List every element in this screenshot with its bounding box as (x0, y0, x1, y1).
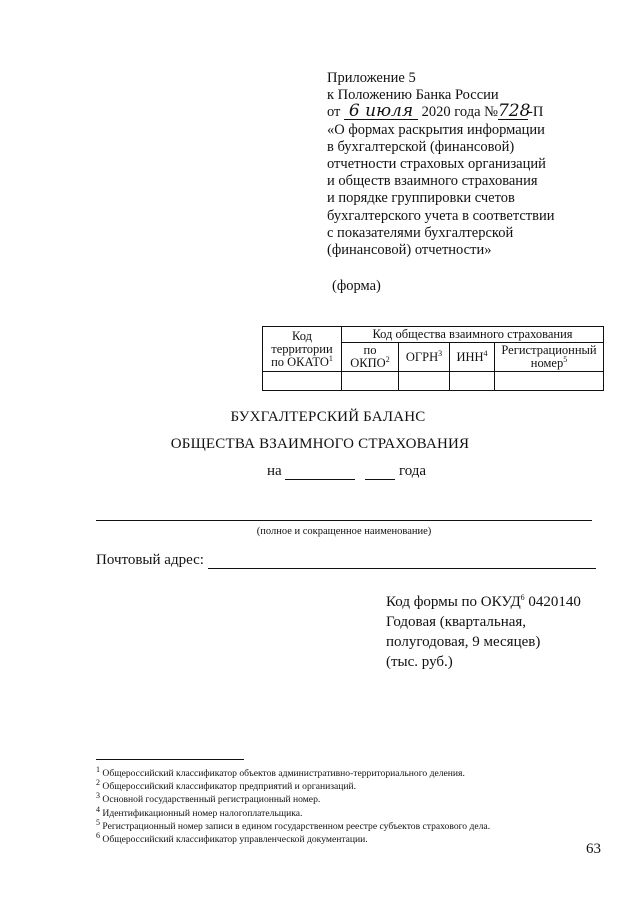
date-handwritten-field (344, 101, 418, 122)
footnote-item: $^1$ Общероссийский классификатор объектов административно-территориального деления. (96, 764, 465, 779)
footnote-item: $^3$ Основной государственный регистрационный номер. (96, 791, 321, 806)
appendix-date-line (327, 101, 607, 122)
date-prefix: от (327, 104, 341, 121)
number-handwritten-field (497, 101, 531, 122)
appendix-line2: к Положению Банка России (327, 87, 499, 104)
inn-header: ИНН$^4$ (450, 343, 495, 372)
appendix-line1: Приложение 5 (327, 70, 416, 86)
organization-name-field[interactable] (96, 520, 592, 521)
number-handwritten: 728 (497, 101, 531, 122)
okato-cell[interactable] (263, 372, 342, 391)
footnote-separator (96, 759, 244, 760)
form-code-block (386, 592, 581, 672)
reg-number-cell[interactable] (495, 372, 604, 391)
form-code-line2: Годовая (квартальная, (386, 614, 527, 630)
title-line2: ОБЩЕСТВА ВЗАИМНОГО СТРАХОВАНИЯ (170, 436, 470, 452)
society-code-header: Код общества взаимного страхования (342, 327, 604, 343)
appendix-line-9: с показателями бухгалтерской (327, 224, 514, 241)
okpo-header: по ОКПО$^2$ (342, 343, 399, 372)
appendix-line-4: в бухгалтерской (финансовой) (327, 138, 515, 155)
okpo-cell[interactable] (342, 372, 399, 391)
footnotes (96, 764, 596, 846)
appendix-line-10: (финансовой) отчетности» (327, 242, 492, 259)
date-year-text: 2020 года № (421, 104, 498, 121)
appendix-line-5: отчетности страховых организаций (327, 156, 546, 173)
form-code-line4: (тыс. руб.) (386, 654, 453, 670)
ogrn-cell[interactable] (399, 372, 450, 391)
date-handwritten: 6 июля (348, 101, 414, 122)
footnote-item: $^5$ Регистрационный номер записи в едином государственном реестре субъектов страхового дела. (96, 817, 491, 832)
postal-label: Почтовый адрес: (96, 552, 204, 568)
appendix-line-6: и обществ взаимного страхования (327, 173, 538, 190)
on-word: на (267, 463, 282, 479)
date-field[interactable] (285, 467, 355, 480)
appendix-line-7: и порядке группировки счетов (327, 190, 515, 207)
title-line1: БУХГАЛТЕРСКИЙ БАЛАНС (230, 409, 426, 425)
page-number: 63 (586, 841, 601, 857)
inn-cell[interactable] (450, 372, 495, 391)
postal-address-field[interactable] (208, 555, 596, 569)
codes-table (262, 326, 604, 391)
appendix-header (327, 70, 607, 259)
number-suffix: -П (527, 104, 544, 121)
footnote-item: $^4$ Идентификационный номер налогоплательщика. (96, 804, 303, 819)
appendix-line-8: бухгалтерского учета в соответствии (327, 207, 555, 224)
form-code-line1: Код формы по ОКУД$^6$ 0420140 (386, 593, 581, 610)
ogrn-header: ОГРН$^3$ (399, 343, 450, 372)
report-date-line (267, 463, 426, 480)
footnote-item: $^2$ Общероссийский классификатор предприятий и организаций. (96, 778, 357, 793)
okato-header: Код территории по ОКАТО$^1$ (263, 327, 342, 372)
footnote-item: $^6$ Общероссийский классификатор управленческой документации. (96, 830, 368, 846)
form-label: (форма) (332, 278, 381, 294)
appendix-line-3: «О формах раскрытия информации (327, 121, 545, 138)
year-word: года (398, 463, 427, 479)
postal-address-line (96, 552, 596, 569)
reg-number-header: Регистрационный номер$^5$ (495, 343, 604, 372)
year-field[interactable] (365, 467, 395, 480)
form-code-line3: полугодовая, 9 месяцев) (386, 634, 541, 650)
organization-name-caption: (полное и сокращенное наименование) (256, 526, 432, 537)
